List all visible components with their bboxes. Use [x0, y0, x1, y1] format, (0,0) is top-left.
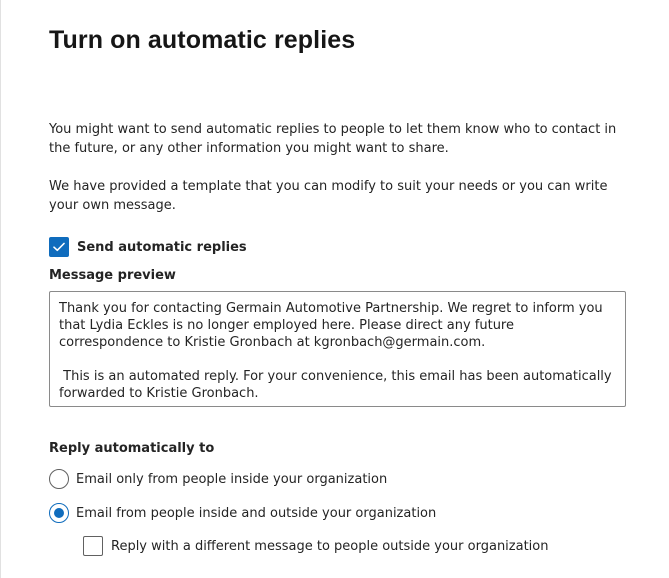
- radio-inside-organization-only-label: Email only from people inside your organization: [76, 471, 388, 487]
- checkmark-icon: [53, 242, 65, 252]
- radio-inside-organization-only[interactable]: [49, 469, 387, 489]
- message-preview-label: Message preview: [49, 268, 176, 283]
- reply-automatically-to-label: Reply automatically to: [49, 441, 215, 456]
- different-message-outside-checkbox-box[interactable]: [83, 536, 103, 556]
- different-message-outside-label: Reply with a different message to people outside your organization: [111, 538, 549, 554]
- radio-button-unselected[interactable]: [49, 469, 69, 489]
- send-automatic-replies-checkbox[interactable]: [49, 237, 247, 257]
- different-message-outside-checkbox[interactable]: [83, 536, 548, 556]
- radio-inside-and-outside-organization-label: Email from people inside and outside your organization: [76, 505, 437, 521]
- radio-selected-dot: [54, 508, 64, 518]
- radio-button-selected[interactable]: [49, 503, 69, 523]
- intro-paragraph-1: You might want to send automatic replies to people to let them know who to contact in the future, or any other information you might want to share.: [49, 122, 617, 156]
- message-preview-textarea[interactable]: Thank you for contacting Germain Automotive Partnership. We regret to inform you that Lydia Eckles is no longer employed here. Please direct any future correspondence to Kristie Gronbach at kgronbach@germain.com. This is an automated reply. For your convenience, this email has been automatically forwarded to Kristie Gronbach.: [49, 291, 626, 407]
- page-title: Turn on automatic replies: [49, 26, 356, 54]
- send-automatic-replies-checkbox-box[interactable]: [49, 237, 69, 257]
- send-automatic-replies-label: Send automatic replies: [77, 239, 247, 255]
- radio-inside-and-outside-organization[interactable]: [49, 503, 436, 523]
- intro-paragraph-2: We have provided a template that you can modify to suit your needs or you can write your own message.: [49, 179, 608, 213]
